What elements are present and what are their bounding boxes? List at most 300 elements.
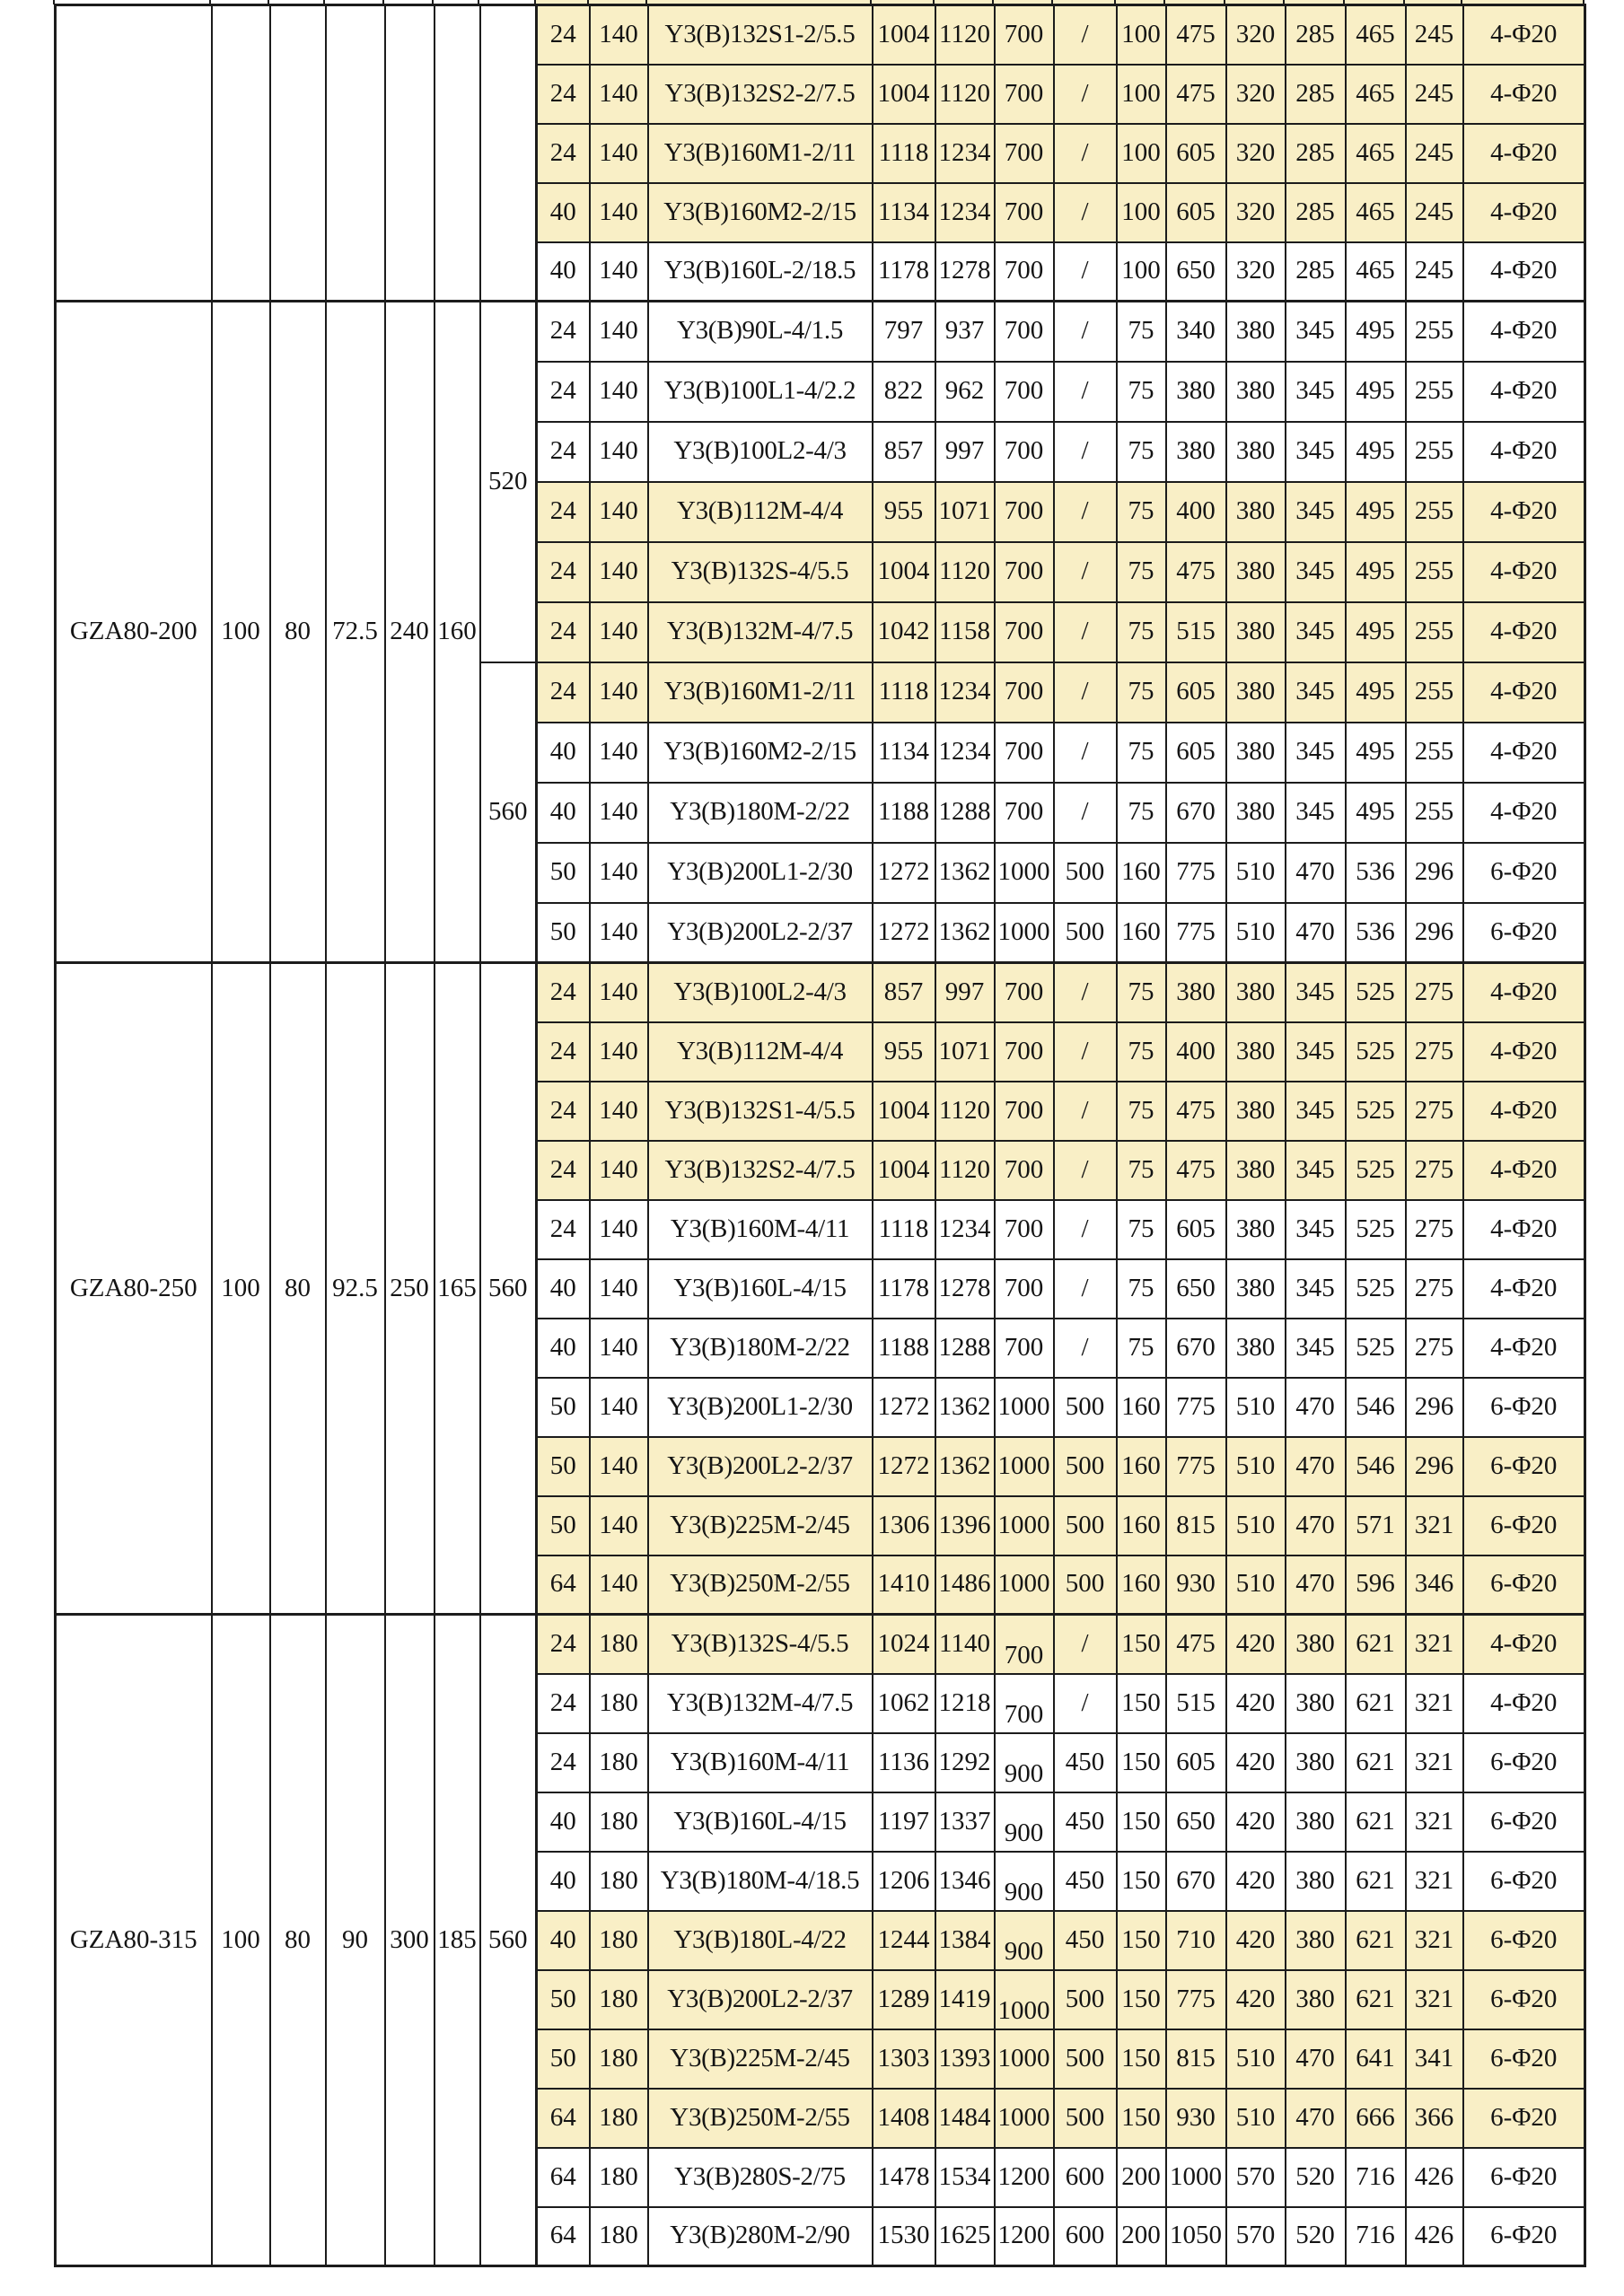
grid-line-stub bbox=[1283, 0, 1285, 4]
dim-h2-cell: 670 bbox=[1166, 783, 1226, 843]
dim-d2-cell: 600 bbox=[1054, 2207, 1117, 2266]
flow-cell: 24 bbox=[537, 662, 590, 723]
dim-e-cell: 621 bbox=[1346, 1792, 1406, 1852]
motor-model-cell: Y3(B)160M-4/11 bbox=[648, 1200, 873, 1259]
dim-a-cell: 510 bbox=[1226, 1378, 1286, 1437]
dim-f-cell: 255 bbox=[1406, 362, 1463, 422]
dim-d2-cell: / bbox=[1054, 1082, 1117, 1141]
dim-f-cell: 426 bbox=[1406, 2207, 1463, 2266]
grid-line-stub bbox=[1343, 0, 1345, 4]
dim-h2-cell: 605 bbox=[1166, 1733, 1226, 1792]
dim-a-cell: 380 bbox=[1226, 963, 1286, 1022]
dim-d2-cell: / bbox=[1054, 963, 1117, 1022]
head-cell: 180 bbox=[590, 1792, 648, 1852]
bolt-spec-cell: 6-Φ20 bbox=[1463, 1970, 1585, 2029]
grid-line-stub bbox=[992, 0, 994, 4]
head-cell: 140 bbox=[590, 903, 648, 963]
grid-line-stub bbox=[1163, 0, 1165, 4]
dim-l2-cell: 1234 bbox=[935, 1200, 995, 1259]
head-cell: 180 bbox=[590, 1674, 648, 1733]
dimension-cell bbox=[212, 5, 270, 302]
motor-model-cell: Y3(B)132M-4/7.5 bbox=[648, 602, 873, 662]
dim-a-cell: 380 bbox=[1226, 302, 1286, 362]
dim-h2-cell: 380 bbox=[1166, 963, 1226, 1022]
dim-l2-cell: 1278 bbox=[935, 242, 995, 302]
bolt-spec-cell: 6-Φ20 bbox=[1463, 843, 1585, 903]
motor-model-cell: Y3(B)100L2-4/3 bbox=[648, 963, 873, 1022]
dim-h2-cell: 930 bbox=[1166, 1555, 1226, 1615]
flow-cell: 40 bbox=[537, 1852, 590, 1911]
dim-h-cell: 150 bbox=[1117, 1792, 1166, 1852]
grid-line-stub bbox=[1224, 0, 1225, 4]
dim-d-cell: 700 bbox=[995, 602, 1054, 662]
dim-e-cell: 495 bbox=[1346, 542, 1406, 602]
motor-model-cell: Y3(B)200L1-2/30 bbox=[648, 843, 873, 903]
grid-line-stub bbox=[645, 0, 647, 4]
dim-d-cell: 700 bbox=[995, 422, 1054, 482]
head-cell: 140 bbox=[590, 1319, 648, 1378]
dim-b-cell: 345 bbox=[1286, 602, 1346, 662]
dim-l2-cell: 1234 bbox=[935, 723, 995, 783]
dim-e-cell: 495 bbox=[1346, 662, 1406, 723]
dim-f-cell: 321 bbox=[1406, 1970, 1463, 2029]
dim-l1-cell: 1136 bbox=[873, 1733, 935, 1792]
grid-line-stub bbox=[870, 0, 872, 4]
dim-b-cell: 345 bbox=[1286, 1082, 1346, 1141]
dim-l2-cell: 1278 bbox=[935, 1259, 995, 1319]
dim-b-cell: 470 bbox=[1286, 1437, 1346, 1496]
dim-l2-cell: 997 bbox=[935, 422, 995, 482]
dim-l2-cell: 1396 bbox=[935, 1496, 995, 1555]
grid-line-stub bbox=[1403, 0, 1405, 4]
motor-model-cell: Y3(B)132S1-4/5.5 bbox=[648, 1082, 873, 1141]
dim-b-cell: 345 bbox=[1286, 302, 1346, 362]
dim-b-cell: 345 bbox=[1286, 1022, 1346, 1082]
dim-f-cell: 255 bbox=[1406, 602, 1463, 662]
dim-b-cell: 470 bbox=[1286, 1555, 1346, 1615]
bolt-spec-cell: 4-Φ20 bbox=[1463, 783, 1585, 843]
dim-h2-cell: 605 bbox=[1166, 183, 1226, 242]
dim-l1-cell: 1134 bbox=[873, 723, 935, 783]
dim-f-cell: 296 bbox=[1406, 843, 1463, 903]
motor-model-cell: Y3(B)280S-2/75 bbox=[648, 2148, 873, 2207]
dim-b-cell: 470 bbox=[1286, 2029, 1346, 2089]
dim-d2-cell: 600 bbox=[1054, 2148, 1117, 2207]
dim-h2-cell: 815 bbox=[1166, 2029, 1226, 2089]
dimension-cell bbox=[270, 5, 326, 302]
dim-l1-cell: 1306 bbox=[873, 1496, 935, 1555]
flow-cell: 24 bbox=[537, 124, 590, 183]
dim-l2-cell: 1071 bbox=[935, 482, 995, 542]
dim-d-cell: 1000 bbox=[995, 2029, 1054, 2089]
dim-b-cell: 520 bbox=[1286, 2207, 1346, 2266]
dim-d2-cell: 500 bbox=[1054, 1378, 1117, 1437]
dim-f-cell: 245 bbox=[1406, 65, 1463, 124]
dim-e-cell: 525 bbox=[1346, 1022, 1406, 1082]
flow-cell: 64 bbox=[537, 1555, 590, 1615]
motor-model-cell: Y3(B)180M-4/18.5 bbox=[648, 1852, 873, 1911]
dim-d2-cell: / bbox=[1054, 602, 1117, 662]
head-cell: 140 bbox=[590, 1378, 648, 1437]
head-cell: 180 bbox=[590, 2089, 648, 2148]
dim-d2-cell: 500 bbox=[1054, 1496, 1117, 1555]
motor-model-cell: Y3(B)132S2-2/7.5 bbox=[648, 65, 873, 124]
flow-cell: 24 bbox=[537, 302, 590, 362]
dim-h-cell: 150 bbox=[1117, 1615, 1166, 1674]
dim-e-cell: 716 bbox=[1346, 2207, 1406, 2266]
dim-l1-cell: 955 bbox=[873, 482, 935, 542]
dim-e-cell: 465 bbox=[1346, 242, 1406, 302]
flow-cell: 40 bbox=[537, 723, 590, 783]
dim-l2-cell: 1120 bbox=[935, 5, 995, 65]
dim-a-cell: 510 bbox=[1226, 1437, 1286, 1496]
dim-e-cell: 621 bbox=[1346, 1674, 1406, 1733]
bolt-spec-cell: 4-Φ20 bbox=[1463, 1141, 1585, 1200]
dim-l1-cell: 955 bbox=[873, 1022, 935, 1082]
dim-h-cell: 100 bbox=[1117, 183, 1166, 242]
bolt-spec-cell: 4-Φ20 bbox=[1463, 542, 1585, 602]
dim-e-cell: 666 bbox=[1346, 2089, 1406, 2148]
motor-model-cell: Y3(B)132S2-4/7.5 bbox=[648, 1141, 873, 1200]
dim-l2-cell: 1534 bbox=[935, 2148, 995, 2207]
dim-a-cell: 320 bbox=[1226, 183, 1286, 242]
motor-model-cell: Y3(B)160L-2/18.5 bbox=[648, 242, 873, 302]
dimension-cell: 100 bbox=[212, 1615, 270, 2266]
dim-l2-cell: 1288 bbox=[935, 1319, 995, 1378]
dim-a-cell: 570 bbox=[1226, 2207, 1286, 2266]
dim-d2-cell: / bbox=[1054, 1674, 1117, 1733]
dim-d2-cell: 450 bbox=[1054, 1911, 1117, 1970]
dim-b-cell: 380 bbox=[1286, 1674, 1346, 1733]
dim-l1-cell: 1272 bbox=[873, 903, 935, 963]
dim-e-cell: 495 bbox=[1346, 723, 1406, 783]
dim-h2-cell: 400 bbox=[1166, 1022, 1226, 1082]
dim-a-cell: 510 bbox=[1226, 2089, 1286, 2148]
flow-cell: 64 bbox=[537, 2207, 590, 2266]
bolt-spec-cell: 4-Φ20 bbox=[1463, 963, 1585, 1022]
dim-e-cell: 716 bbox=[1346, 2148, 1406, 2207]
dim-d-cell: 700 bbox=[995, 662, 1054, 723]
dim-a-cell: 320 bbox=[1226, 242, 1286, 302]
flow-cell: 24 bbox=[537, 1022, 590, 1082]
head-cell: 140 bbox=[590, 482, 648, 542]
dim-f-cell: 255 bbox=[1406, 723, 1463, 783]
dim-d-cell: 700 bbox=[995, 1022, 1054, 1082]
model-cell: GZA80-250 bbox=[56, 963, 212, 1615]
flow-cell: 64 bbox=[537, 2148, 590, 2207]
dim-d-cell: 700 bbox=[995, 242, 1054, 302]
dim-d2-cell: / bbox=[1054, 362, 1117, 422]
head-cell: 140 bbox=[590, 783, 648, 843]
dim-d-cell: 700 bbox=[995, 1200, 1054, 1259]
dim-d2-cell: / bbox=[1054, 242, 1117, 302]
dim-e-cell: 465 bbox=[1346, 5, 1406, 65]
head-cell: 140 bbox=[590, 602, 648, 662]
flow-cell: 50 bbox=[537, 1496, 590, 1555]
dim-a-cell: 420 bbox=[1226, 1674, 1286, 1733]
dim-b-cell: 470 bbox=[1286, 2089, 1346, 2148]
dim-e-cell: 621 bbox=[1346, 1852, 1406, 1911]
motor-model-cell: Y3(B)200L2-2/37 bbox=[648, 903, 873, 963]
dim-l2-cell: 1362 bbox=[935, 1437, 995, 1496]
dim-b-cell: 345 bbox=[1286, 783, 1346, 843]
table-row bbox=[56, 1615, 1585, 1674]
dim-l1-cell: 1118 bbox=[873, 662, 935, 723]
dim-a-cell: 420 bbox=[1226, 1970, 1286, 2029]
dim-a-cell: 380 bbox=[1226, 542, 1286, 602]
dim-f-cell: 321 bbox=[1406, 1615, 1463, 1674]
dim-e-cell: 536 bbox=[1346, 843, 1406, 903]
dim-d-cell: 900 bbox=[995, 1733, 1054, 1792]
speed-cell: 560 bbox=[480, 1615, 537, 2266]
dim-l1-cell: 1478 bbox=[873, 2148, 935, 2207]
dim-f-cell: 321 bbox=[1406, 1792, 1463, 1852]
dim-a-cell: 510 bbox=[1226, 843, 1286, 903]
flow-cell: 40 bbox=[537, 242, 590, 302]
bolt-spec-cell: 4-Φ20 bbox=[1463, 242, 1585, 302]
head-cell: 140 bbox=[590, 302, 648, 362]
dim-f-cell: 275 bbox=[1406, 1141, 1463, 1200]
flow-cell: 40 bbox=[537, 1792, 590, 1852]
dim-a-cell: 570 bbox=[1226, 2148, 1286, 2207]
bolt-spec-cell: 4-Φ20 bbox=[1463, 1259, 1585, 1319]
dim-h2-cell: 475 bbox=[1166, 1615, 1226, 1674]
dim-d2-cell: / bbox=[1054, 1319, 1117, 1378]
dim-l2-cell: 1120 bbox=[935, 542, 995, 602]
dim-d-cell: 1000 bbox=[995, 1970, 1054, 2029]
flow-cell: 24 bbox=[537, 1733, 590, 1792]
head-cell: 140 bbox=[590, 65, 648, 124]
dim-h2-cell: 775 bbox=[1166, 1378, 1226, 1437]
model-cell: GZA80-200 bbox=[56, 302, 212, 963]
dim-d2-cell: / bbox=[1054, 662, 1117, 723]
motor-model-cell: Y3(B)160M-4/11 bbox=[648, 1733, 873, 1792]
dim-l2-cell: 1625 bbox=[935, 2207, 995, 2266]
dim-l2-cell: 1484 bbox=[935, 2089, 995, 2148]
dim-l2-cell: 1393 bbox=[935, 2029, 995, 2089]
dim-l1-cell: 1134 bbox=[873, 183, 935, 242]
head-cell: 140 bbox=[590, 124, 648, 183]
motor-model-cell: Y3(B)280M-2/90 bbox=[648, 2207, 873, 2266]
speed-cell: 560 bbox=[480, 963, 537, 1615]
dim-b-cell: 380 bbox=[1286, 1792, 1346, 1852]
dim-h-cell: 75 bbox=[1117, 783, 1166, 843]
flow-cell: 50 bbox=[537, 843, 590, 903]
dim-l2-cell: 1486 bbox=[935, 1555, 995, 1615]
dim-a-cell: 510 bbox=[1226, 1555, 1286, 1615]
dim-b-cell: 345 bbox=[1286, 662, 1346, 723]
dimension-cell: 100 bbox=[212, 963, 270, 1615]
dimension-cell bbox=[326, 5, 385, 302]
bolt-spec-cell: 4-Φ20 bbox=[1463, 1022, 1585, 1082]
motor-model-cell: Y3(B)200L1-2/30 bbox=[648, 1378, 873, 1437]
bolt-spec-cell: 4-Φ20 bbox=[1463, 183, 1585, 242]
grid-line-stub bbox=[478, 0, 479, 4]
dim-a-cell: 320 bbox=[1226, 5, 1286, 65]
dim-b-cell: 470 bbox=[1286, 1496, 1346, 1555]
dim-l2-cell: 1362 bbox=[935, 1378, 995, 1437]
head-cell: 180 bbox=[590, 1852, 648, 1911]
dim-f-cell: 275 bbox=[1406, 1200, 1463, 1259]
flow-cell: 24 bbox=[537, 1141, 590, 1200]
dim-h-cell: 160 bbox=[1117, 1555, 1166, 1615]
dim-d2-cell: / bbox=[1054, 723, 1117, 783]
head-cell: 140 bbox=[590, 422, 648, 482]
dim-h-cell: 75 bbox=[1117, 1200, 1166, 1259]
bolt-spec-cell: 6-Φ20 bbox=[1463, 2089, 1585, 2148]
flow-cell: 24 bbox=[537, 5, 590, 65]
grid-line-stub bbox=[53, 0, 55, 4]
dim-a-cell: 420 bbox=[1226, 1792, 1286, 1852]
dim-f-cell: 321 bbox=[1406, 1496, 1463, 1555]
dim-d2-cell: 500 bbox=[1054, 903, 1117, 963]
dim-h-cell: 100 bbox=[1117, 5, 1166, 65]
table-row bbox=[56, 5, 1585, 65]
dim-f-cell: 245 bbox=[1406, 124, 1463, 183]
dim-l1-cell: 1062 bbox=[873, 1674, 935, 1733]
bolt-spec-cell: 6-Φ20 bbox=[1463, 1852, 1585, 1911]
dim-f-cell: 321 bbox=[1406, 1733, 1463, 1792]
speed-cell: 520 bbox=[480, 302, 537, 662]
dim-l2-cell: 1419 bbox=[935, 1970, 995, 2029]
dim-b-cell: 380 bbox=[1286, 1615, 1346, 1674]
dim-b-cell: 285 bbox=[1286, 65, 1346, 124]
dim-d2-cell: 450 bbox=[1054, 1852, 1117, 1911]
dim-l2-cell: 1292 bbox=[935, 1733, 995, 1792]
dim-h-cell: 75 bbox=[1117, 1319, 1166, 1378]
head-cell: 140 bbox=[590, 5, 648, 65]
dim-l1-cell: 1042 bbox=[873, 602, 935, 662]
dim-h2-cell: 1000 bbox=[1166, 2148, 1226, 2207]
dim-e-cell: 495 bbox=[1346, 482, 1406, 542]
dimension-cell: 100 bbox=[212, 302, 270, 963]
head-cell: 140 bbox=[590, 843, 648, 903]
dim-e-cell: 465 bbox=[1346, 183, 1406, 242]
dim-e-cell: 621 bbox=[1346, 1970, 1406, 2029]
dim-l1-cell: 1272 bbox=[873, 1378, 935, 1437]
dim-h-cell: 100 bbox=[1117, 124, 1166, 183]
flow-cell: 24 bbox=[537, 482, 590, 542]
head-cell: 140 bbox=[590, 662, 648, 723]
dim-d-cell: 700 bbox=[995, 302, 1054, 362]
dim-l1-cell: 1004 bbox=[873, 1141, 935, 1200]
dim-h-cell: 160 bbox=[1117, 1496, 1166, 1555]
dim-a-cell: 420 bbox=[1226, 1852, 1286, 1911]
motor-model-cell: Y3(B)160M2-2/15 bbox=[648, 723, 873, 783]
bolt-spec-cell: 4-Φ20 bbox=[1463, 1200, 1585, 1259]
dim-l2-cell: 937 bbox=[935, 302, 995, 362]
dim-f-cell: 255 bbox=[1406, 662, 1463, 723]
dim-b-cell: 380 bbox=[1286, 1733, 1346, 1792]
dim-b-cell: 380 bbox=[1286, 1852, 1346, 1911]
dim-e-cell: 495 bbox=[1346, 783, 1406, 843]
flow-cell: 24 bbox=[537, 65, 590, 124]
motor-model-cell: Y3(B)160M2-2/15 bbox=[648, 183, 873, 242]
dim-h2-cell: 930 bbox=[1166, 2089, 1226, 2148]
dim-b-cell: 345 bbox=[1286, 963, 1346, 1022]
dim-b-cell: 345 bbox=[1286, 362, 1346, 422]
dim-d2-cell: 450 bbox=[1054, 1733, 1117, 1792]
dim-f-cell: 255 bbox=[1406, 482, 1463, 542]
dim-a-cell: 380 bbox=[1226, 602, 1286, 662]
dim-h2-cell: 650 bbox=[1166, 242, 1226, 302]
dim-f-cell: 255 bbox=[1406, 422, 1463, 482]
dim-h2-cell: 815 bbox=[1166, 1496, 1226, 1555]
dim-l1-cell: 1178 bbox=[873, 242, 935, 302]
dimension-cell: 72.5 bbox=[326, 302, 385, 963]
head-cell: 140 bbox=[590, 963, 648, 1022]
dim-e-cell: 621 bbox=[1346, 1615, 1406, 1674]
dim-f-cell: 255 bbox=[1406, 542, 1463, 602]
dim-f-cell: 296 bbox=[1406, 1437, 1463, 1496]
dim-h-cell: 75 bbox=[1117, 723, 1166, 783]
motor-model-cell: Y3(B)90L-4/1.5 bbox=[648, 302, 873, 362]
head-cell: 140 bbox=[590, 1259, 648, 1319]
dim-l1-cell: 1004 bbox=[873, 542, 935, 602]
dim-d-cell: 700 bbox=[995, 183, 1054, 242]
dim-l1-cell: 1178 bbox=[873, 1259, 935, 1319]
dim-e-cell: 465 bbox=[1346, 124, 1406, 183]
dim-h2-cell: 475 bbox=[1166, 1082, 1226, 1141]
dim-h-cell: 160 bbox=[1117, 903, 1166, 963]
dim-d2-cell: 500 bbox=[1054, 1970, 1117, 2029]
flow-cell: 24 bbox=[537, 362, 590, 422]
dim-d-cell: 1200 bbox=[995, 2207, 1054, 2266]
dim-a-cell: 380 bbox=[1226, 1082, 1286, 1141]
dim-e-cell: 495 bbox=[1346, 422, 1406, 482]
dim-b-cell: 380 bbox=[1286, 1911, 1346, 1970]
dim-a-cell: 510 bbox=[1226, 1496, 1286, 1555]
dim-l2-cell: 1218 bbox=[935, 1674, 995, 1733]
dim-h2-cell: 605 bbox=[1166, 1200, 1226, 1259]
grid-line-stub bbox=[587, 0, 589, 4]
flow-cell: 50 bbox=[537, 1970, 590, 2029]
dim-d2-cell: 500 bbox=[1054, 2029, 1117, 2089]
dim-h-cell: 75 bbox=[1117, 422, 1166, 482]
dim-h2-cell: 515 bbox=[1166, 1674, 1226, 1733]
bolt-spec-cell: 4-Φ20 bbox=[1463, 1674, 1585, 1733]
head-cell: 140 bbox=[590, 1022, 648, 1082]
dim-f-cell: 275 bbox=[1406, 1022, 1463, 1082]
motor-model-cell: Y3(B)132S1-2/5.5 bbox=[648, 5, 873, 65]
dimension-cell: 80 bbox=[270, 302, 326, 963]
dim-d-cell: 900 bbox=[995, 1852, 1054, 1911]
dim-l2-cell: 1120 bbox=[935, 1141, 995, 1200]
dim-b-cell: 380 bbox=[1286, 1970, 1346, 2029]
dim-h-cell: 150 bbox=[1117, 1970, 1166, 2029]
bolt-spec-cell: 4-Φ20 bbox=[1463, 422, 1585, 482]
dim-e-cell: 596 bbox=[1346, 1555, 1406, 1615]
motor-model-cell: Y3(B)160M1-2/11 bbox=[648, 662, 873, 723]
motor-model-cell: Y3(B)132M-4/7.5 bbox=[648, 1674, 873, 1733]
dim-h-cell: 75 bbox=[1117, 963, 1166, 1022]
dim-h-cell: 75 bbox=[1117, 1141, 1166, 1200]
flow-cell: 50 bbox=[537, 903, 590, 963]
dim-a-cell: 320 bbox=[1226, 65, 1286, 124]
dim-a-cell: 510 bbox=[1226, 2029, 1286, 2089]
dim-e-cell: 621 bbox=[1346, 1733, 1406, 1792]
dim-l1-cell: 1004 bbox=[873, 65, 935, 124]
dim-l1-cell: 1272 bbox=[873, 843, 935, 903]
dim-d-cell: 900 bbox=[995, 1792, 1054, 1852]
dim-l2-cell: 997 bbox=[935, 963, 995, 1022]
grid-line-stub bbox=[1114, 0, 1116, 4]
dim-b-cell: 345 bbox=[1286, 482, 1346, 542]
head-cell: 180 bbox=[590, 1970, 648, 2029]
dim-d-cell: 700 bbox=[995, 362, 1054, 422]
dim-d2-cell: / bbox=[1054, 1200, 1117, 1259]
dim-l2-cell: 1362 bbox=[935, 843, 995, 903]
